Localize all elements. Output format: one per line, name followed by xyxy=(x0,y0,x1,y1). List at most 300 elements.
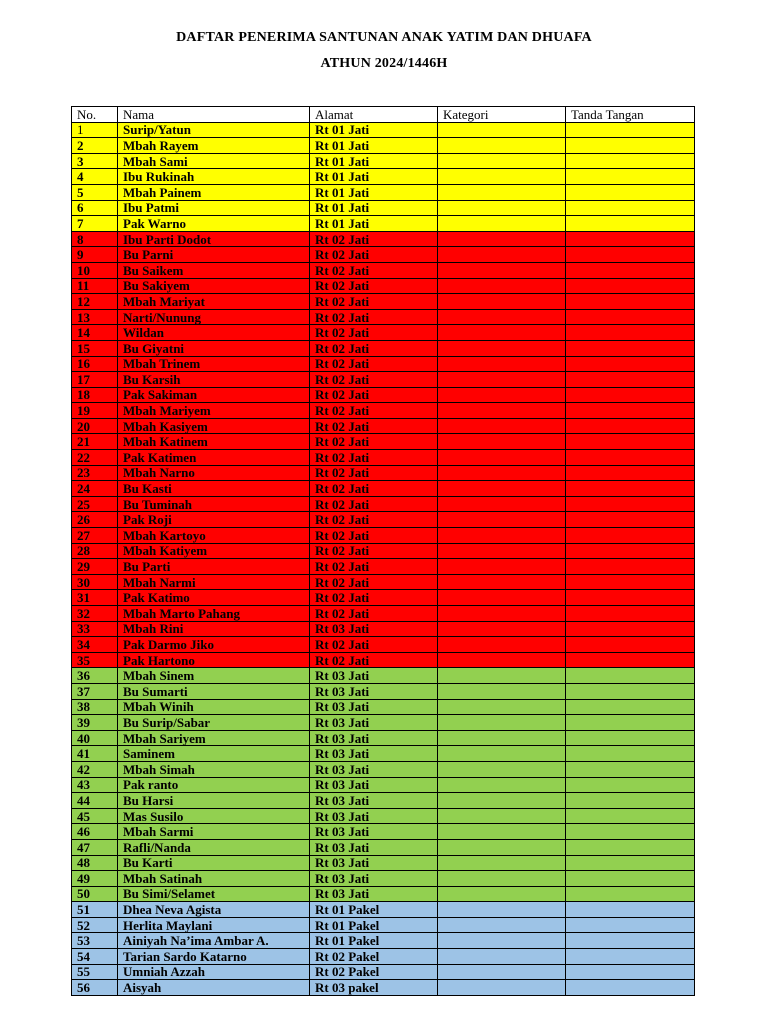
cell-no: 10 xyxy=(72,262,118,278)
cell-alamat: Rt 02 Jati xyxy=(310,325,438,341)
cell-tanda-tangan xyxy=(566,512,695,528)
cell-nama: Pak Darmo Jiko xyxy=(118,637,310,653)
cell-alamat: Rt 01 Jati xyxy=(310,138,438,154)
cell-alamat: Rt 02 Jati xyxy=(310,294,438,310)
cell-nama: Bu Karsih xyxy=(118,372,310,388)
cell-kategori xyxy=(438,824,566,840)
cell-alamat: Rt 01 Pakel xyxy=(310,917,438,933)
cell-alamat: Rt 02 Jati xyxy=(310,590,438,606)
table-row xyxy=(72,824,695,840)
cell-kategori xyxy=(438,247,566,263)
cell-tanda-tangan xyxy=(566,262,695,278)
cell-no: 19 xyxy=(72,403,118,419)
table-row xyxy=(72,746,695,762)
cell-kategori xyxy=(438,512,566,528)
table-row xyxy=(72,730,695,746)
cell-tanda-tangan xyxy=(566,964,695,980)
cell-kategori xyxy=(438,340,566,356)
cell-nama: Herlita Maylani xyxy=(118,917,310,933)
cell-no: 39 xyxy=(72,715,118,731)
cell-tanda-tangan xyxy=(566,793,695,809)
table-row xyxy=(72,481,695,497)
cell-no: 49 xyxy=(72,871,118,887)
cell-alamat: Rt 02 Jati xyxy=(310,574,438,590)
cell-no: 26 xyxy=(72,512,118,528)
cell-alamat: Rt 02 Jati xyxy=(310,247,438,263)
cell-nama: Bu Karti xyxy=(118,855,310,871)
cell-tanda-tangan xyxy=(566,808,695,824)
cell-tanda-tangan xyxy=(566,325,695,341)
cell-no: 14 xyxy=(72,325,118,341)
cell-no: 18 xyxy=(72,387,118,403)
table-row xyxy=(72,793,695,809)
cell-tanda-tangan xyxy=(566,902,695,918)
cell-alamat: Rt 03 Jati xyxy=(310,715,438,731)
cell-tanda-tangan xyxy=(566,138,695,154)
cell-kategori xyxy=(438,138,566,154)
header-nama: Nama xyxy=(118,107,310,123)
table-row xyxy=(72,418,695,434)
cell-alamat: Rt 02 Jati xyxy=(310,372,438,388)
table-row xyxy=(72,543,695,559)
cell-tanda-tangan xyxy=(566,184,695,200)
cell-alamat: Rt 03 Jati xyxy=(310,839,438,855)
table-row xyxy=(72,372,695,388)
cell-nama: Bu Harsi xyxy=(118,793,310,809)
cell-kategori xyxy=(438,418,566,434)
table-body xyxy=(72,122,695,995)
cell-no: 28 xyxy=(72,543,118,559)
cell-nama: Mbah Mariyat xyxy=(118,294,310,310)
table-row xyxy=(72,231,695,247)
table-row xyxy=(72,964,695,980)
cell-no: 20 xyxy=(72,418,118,434)
cell-no: 2 xyxy=(72,138,118,154)
cell-kategori xyxy=(438,933,566,949)
cell-alamat: Rt 03 Jati xyxy=(310,824,438,840)
cell-kategori xyxy=(438,730,566,746)
cell-kategori xyxy=(438,964,566,980)
table-row xyxy=(72,356,695,372)
cell-tanda-tangan xyxy=(566,606,695,622)
cell-alamat: Rt 01 Jati xyxy=(310,216,438,232)
cell-alamat: Rt 03 Jati xyxy=(310,683,438,699)
cell-nama: Mbah Mariyem xyxy=(118,403,310,419)
cell-alamat: Rt 01 Pakel xyxy=(310,933,438,949)
cell-tanda-tangan xyxy=(566,683,695,699)
cell-nama: Bu Tuminah xyxy=(118,496,310,512)
cell-alamat: Rt 03 Jati xyxy=(310,761,438,777)
table-row xyxy=(72,917,695,933)
cell-tanda-tangan xyxy=(566,450,695,466)
cell-tanda-tangan xyxy=(566,933,695,949)
cell-alamat: Rt 03 pakel xyxy=(310,980,438,996)
cell-nama: Mbah Narno xyxy=(118,465,310,481)
cell-nama: Ibu Patmi xyxy=(118,200,310,216)
cell-alamat: Rt 03 Jati xyxy=(310,855,438,871)
cell-nama: Rafli/Nanda xyxy=(118,839,310,855)
cell-kategori xyxy=(438,200,566,216)
cell-nama: Bu Kasti xyxy=(118,481,310,497)
cell-tanda-tangan xyxy=(566,169,695,185)
cell-no: 1 xyxy=(72,122,118,138)
cell-tanda-tangan xyxy=(566,403,695,419)
cell-alamat: Rt 01 Jati xyxy=(310,122,438,138)
table-row xyxy=(72,699,695,715)
cell-tanda-tangan xyxy=(566,980,695,996)
cell-no: 25 xyxy=(72,496,118,512)
cell-alamat: Rt 01 Jati xyxy=(310,153,438,169)
table-row xyxy=(72,761,695,777)
cell-tanda-tangan xyxy=(566,559,695,575)
table-row xyxy=(72,715,695,731)
cell-alamat: Rt 01 Jati xyxy=(310,169,438,185)
cell-nama: Surip/Yatun xyxy=(118,122,310,138)
cell-tanda-tangan xyxy=(566,496,695,512)
cell-tanda-tangan xyxy=(566,574,695,590)
cell-kategori xyxy=(438,231,566,247)
table-row xyxy=(72,668,695,684)
cell-no: 15 xyxy=(72,340,118,356)
cell-nama: Mas Susilo xyxy=(118,808,310,824)
cell-nama: Mbah Sami xyxy=(118,153,310,169)
cell-kategori xyxy=(438,216,566,232)
cell-no: 7 xyxy=(72,216,118,232)
cell-tanda-tangan xyxy=(566,637,695,653)
cell-no: 11 xyxy=(72,278,118,294)
table-row xyxy=(72,465,695,481)
cell-no: 56 xyxy=(72,980,118,996)
cell-tanda-tangan xyxy=(566,247,695,263)
cell-no: 46 xyxy=(72,824,118,840)
cell-nama: Mbah Marto Pahang xyxy=(118,606,310,622)
table-header-row xyxy=(72,107,695,123)
cell-nama: Mbah Kartoyo xyxy=(118,528,310,544)
cell-kategori xyxy=(438,403,566,419)
cell-kategori xyxy=(438,153,566,169)
cell-alamat: Rt 03 Jati xyxy=(310,777,438,793)
cell-nama: Tarian Sardo Katarno xyxy=(118,949,310,965)
cell-no: 44 xyxy=(72,793,118,809)
cell-no: 27 xyxy=(72,528,118,544)
table-row xyxy=(72,808,695,824)
cell-nama: Mbah Simah xyxy=(118,761,310,777)
table-row xyxy=(72,387,695,403)
cell-tanda-tangan xyxy=(566,839,695,855)
table-row xyxy=(72,153,695,169)
cell-tanda-tangan xyxy=(566,231,695,247)
cell-kategori xyxy=(438,574,566,590)
cell-nama: Bu Surip/Sabar xyxy=(118,715,310,731)
cell-nama: Mbah Sariyem xyxy=(118,730,310,746)
table-row xyxy=(72,138,695,154)
recipient-table xyxy=(71,106,695,996)
cell-alamat: Rt 02 Jati xyxy=(310,496,438,512)
cell-no: 55 xyxy=(72,964,118,980)
cell-no: 38 xyxy=(72,699,118,715)
cell-tanda-tangan xyxy=(566,949,695,965)
header-tanda-tangan: Tanda Tangan xyxy=(566,107,695,123)
table-row xyxy=(72,122,695,138)
cell-alamat: Rt 03 Jati xyxy=(310,808,438,824)
cell-alamat: Rt 02 Jati xyxy=(310,528,438,544)
cell-no: 34 xyxy=(72,637,118,653)
cell-no: 40 xyxy=(72,730,118,746)
cell-alamat: Rt 01 Jati xyxy=(310,200,438,216)
cell-nama: Ibu Parti Dodot xyxy=(118,231,310,247)
cell-tanda-tangan xyxy=(566,668,695,684)
cell-nama: Bu Sumarti xyxy=(118,683,310,699)
cell-kategori xyxy=(438,559,566,575)
table-row xyxy=(72,637,695,653)
table-row xyxy=(72,262,695,278)
cell-nama: Bu Saikem xyxy=(118,262,310,278)
table-row xyxy=(72,652,695,668)
cell-kategori xyxy=(438,715,566,731)
cell-kategori xyxy=(438,808,566,824)
cell-nama: Mbah Trinem xyxy=(118,356,310,372)
cell-no: 4 xyxy=(72,169,118,185)
cell-no: 37 xyxy=(72,683,118,699)
cell-tanda-tangan xyxy=(566,356,695,372)
cell-no: 12 xyxy=(72,294,118,310)
cell-kategori xyxy=(438,902,566,918)
cell-kategori xyxy=(438,652,566,668)
cell-alamat: Rt 02 Jati xyxy=(310,637,438,653)
cell-tanda-tangan xyxy=(566,761,695,777)
cell-no: 17 xyxy=(72,372,118,388)
cell-no: 16 xyxy=(72,356,118,372)
cell-tanda-tangan xyxy=(566,590,695,606)
cell-kategori xyxy=(438,372,566,388)
table-row xyxy=(72,871,695,887)
cell-tanda-tangan xyxy=(566,216,695,232)
table-row xyxy=(72,294,695,310)
cell-no: 21 xyxy=(72,434,118,450)
cell-no: 42 xyxy=(72,761,118,777)
cell-kategori xyxy=(438,621,566,637)
cell-alamat: Rt 01 Jati xyxy=(310,184,438,200)
cell-alamat: Rt 02 Jati xyxy=(310,403,438,419)
cell-alamat: Rt 02 Jati xyxy=(310,231,438,247)
cell-alamat: Rt 03 Jati xyxy=(310,668,438,684)
cell-no: 31 xyxy=(72,590,118,606)
table-row xyxy=(72,496,695,512)
cell-no: 41 xyxy=(72,746,118,762)
cell-alamat: Rt 02 Jati xyxy=(310,606,438,622)
table-row xyxy=(72,683,695,699)
cell-kategori xyxy=(438,683,566,699)
cell-nama: Narti/Nunung xyxy=(118,309,310,325)
table-row xyxy=(72,169,695,185)
cell-kategori xyxy=(438,949,566,965)
cell-kategori xyxy=(438,309,566,325)
cell-no: 43 xyxy=(72,777,118,793)
cell-alamat: Rt 02 Jati xyxy=(310,559,438,575)
cell-nama: Pak Warno xyxy=(118,216,310,232)
cell-alamat: Rt 02 Jati xyxy=(310,340,438,356)
table-row xyxy=(72,886,695,902)
table-row xyxy=(72,450,695,466)
table-row xyxy=(72,528,695,544)
cell-alamat: Rt 02 Jati xyxy=(310,543,438,559)
table-row xyxy=(72,403,695,419)
table-row xyxy=(72,200,695,216)
cell-nama: Mbah Painem xyxy=(118,184,310,200)
cell-nama: Ibu Rukinah xyxy=(118,169,310,185)
cell-alamat: Rt 02 Jati xyxy=(310,356,438,372)
table-row xyxy=(72,512,695,528)
cell-kategori xyxy=(438,262,566,278)
cell-no: 30 xyxy=(72,574,118,590)
table-row xyxy=(72,621,695,637)
cell-kategori xyxy=(438,980,566,996)
cell-tanda-tangan xyxy=(566,699,695,715)
cell-alamat: Rt 02 Jati xyxy=(310,434,438,450)
cell-no: 45 xyxy=(72,808,118,824)
cell-kategori xyxy=(438,699,566,715)
cell-nama: Bu Giyatni xyxy=(118,340,310,356)
table-row xyxy=(72,855,695,871)
cell-no: 23 xyxy=(72,465,118,481)
cell-no: 47 xyxy=(72,839,118,855)
cell-no: 9 xyxy=(72,247,118,263)
cell-tanda-tangan xyxy=(566,528,695,544)
cell-no: 13 xyxy=(72,309,118,325)
table-row xyxy=(72,980,695,996)
cell-nama: Wildan xyxy=(118,325,310,341)
table-row xyxy=(72,902,695,918)
cell-tanda-tangan xyxy=(566,917,695,933)
table-row xyxy=(72,590,695,606)
table-row xyxy=(72,434,695,450)
cell-nama: Mbah Winih xyxy=(118,699,310,715)
cell-kategori xyxy=(438,465,566,481)
cell-kategori xyxy=(438,387,566,403)
cell-kategori xyxy=(438,528,566,544)
table-row xyxy=(72,184,695,200)
document-title: DAFTAR PENERIMA SANTUNAN ANAK YATIM DAN DHUAFA xyxy=(176,30,592,45)
cell-tanda-tangan xyxy=(566,309,695,325)
cell-tanda-tangan xyxy=(566,372,695,388)
cell-alamat: Rt 02 Jati xyxy=(310,652,438,668)
cell-nama: Mbah Katinem xyxy=(118,434,310,450)
cell-nama: Mbah Kasiyem xyxy=(118,418,310,434)
table-row xyxy=(72,933,695,949)
cell-no: 33 xyxy=(72,621,118,637)
cell-kategori xyxy=(438,169,566,185)
table-row xyxy=(72,325,695,341)
cell-kategori xyxy=(438,356,566,372)
cell-nama: Bu Simi/Selamet xyxy=(118,886,310,902)
cell-kategori xyxy=(438,184,566,200)
cell-alamat: Rt 02 Pakel xyxy=(310,964,438,980)
cell-tanda-tangan xyxy=(566,153,695,169)
table-row xyxy=(72,247,695,263)
cell-no: 36 xyxy=(72,668,118,684)
cell-kategori xyxy=(438,777,566,793)
cell-alamat: Rt 03 Jati xyxy=(310,699,438,715)
table-row xyxy=(72,949,695,965)
cell-tanda-tangan xyxy=(566,855,695,871)
header-kategori: Kategori xyxy=(438,107,566,123)
cell-no: 35 xyxy=(72,652,118,668)
cell-tanda-tangan xyxy=(566,481,695,497)
cell-no: 24 xyxy=(72,481,118,497)
cell-tanda-tangan xyxy=(566,294,695,310)
cell-nama: Pak Hartono xyxy=(118,652,310,668)
cell-nama: Pak Roji xyxy=(118,512,310,528)
cell-alamat: Rt 03 Jati xyxy=(310,793,438,809)
cell-kategori xyxy=(438,917,566,933)
cell-alamat: Rt 02 Jati xyxy=(310,481,438,497)
cell-tanda-tangan xyxy=(566,434,695,450)
cell-tanda-tangan xyxy=(566,200,695,216)
cell-no: 48 xyxy=(72,855,118,871)
cell-tanda-tangan xyxy=(566,418,695,434)
cell-tanda-tangan xyxy=(566,777,695,793)
cell-nama: Mbah Sinem xyxy=(118,668,310,684)
cell-tanda-tangan xyxy=(566,871,695,887)
table-row xyxy=(72,216,695,232)
cell-kategori xyxy=(438,543,566,559)
cell-kategori xyxy=(438,606,566,622)
cell-alamat: Rt 03 Jati xyxy=(310,730,438,746)
cell-no: 8 xyxy=(72,231,118,247)
cell-nama: Mbah Katiyem xyxy=(118,543,310,559)
cell-tanda-tangan xyxy=(566,340,695,356)
header-alamat: Alamat xyxy=(310,107,438,123)
cell-nama: Mbah Rayem xyxy=(118,138,310,154)
cell-kategori xyxy=(438,793,566,809)
cell-nama: Dhea Neva Agista xyxy=(118,902,310,918)
cell-nama: Pak ranto xyxy=(118,777,310,793)
cell-no: 5 xyxy=(72,184,118,200)
cell-alamat: Rt 02 Jati xyxy=(310,262,438,278)
table-row xyxy=(72,340,695,356)
table-row xyxy=(72,309,695,325)
cell-kategori xyxy=(438,294,566,310)
cell-alamat: Rt 02 Jati xyxy=(310,465,438,481)
cell-tanda-tangan xyxy=(566,122,695,138)
cell-tanda-tangan xyxy=(566,278,695,294)
cell-no: 54 xyxy=(72,949,118,965)
cell-alamat: Rt 01 Pakel xyxy=(310,902,438,918)
cell-nama: Pak Katimo xyxy=(118,590,310,606)
cell-no: 32 xyxy=(72,606,118,622)
cell-tanda-tangan xyxy=(566,465,695,481)
cell-nama: Bu Parni xyxy=(118,247,310,263)
cell-nama: Mbah Rini xyxy=(118,621,310,637)
cell-nama: Pak Katimen xyxy=(118,450,310,466)
cell-no: 52 xyxy=(72,917,118,933)
cell-tanda-tangan xyxy=(566,543,695,559)
table-row xyxy=(72,777,695,793)
cell-no: 22 xyxy=(72,450,118,466)
cell-nama: Mbah Sarmi xyxy=(118,824,310,840)
cell-alamat: Rt 02 Pakel xyxy=(310,949,438,965)
cell-kategori xyxy=(438,746,566,762)
cell-alamat: Rt 02 Jati xyxy=(310,278,438,294)
table-row xyxy=(72,559,695,575)
cell-nama: Umniah Azzah xyxy=(118,964,310,980)
cell-nama: Bu Parti xyxy=(118,559,310,575)
cell-kategori xyxy=(438,761,566,777)
cell-kategori xyxy=(438,122,566,138)
cell-kategori xyxy=(438,590,566,606)
cell-no: 3 xyxy=(72,153,118,169)
cell-tanda-tangan xyxy=(566,652,695,668)
